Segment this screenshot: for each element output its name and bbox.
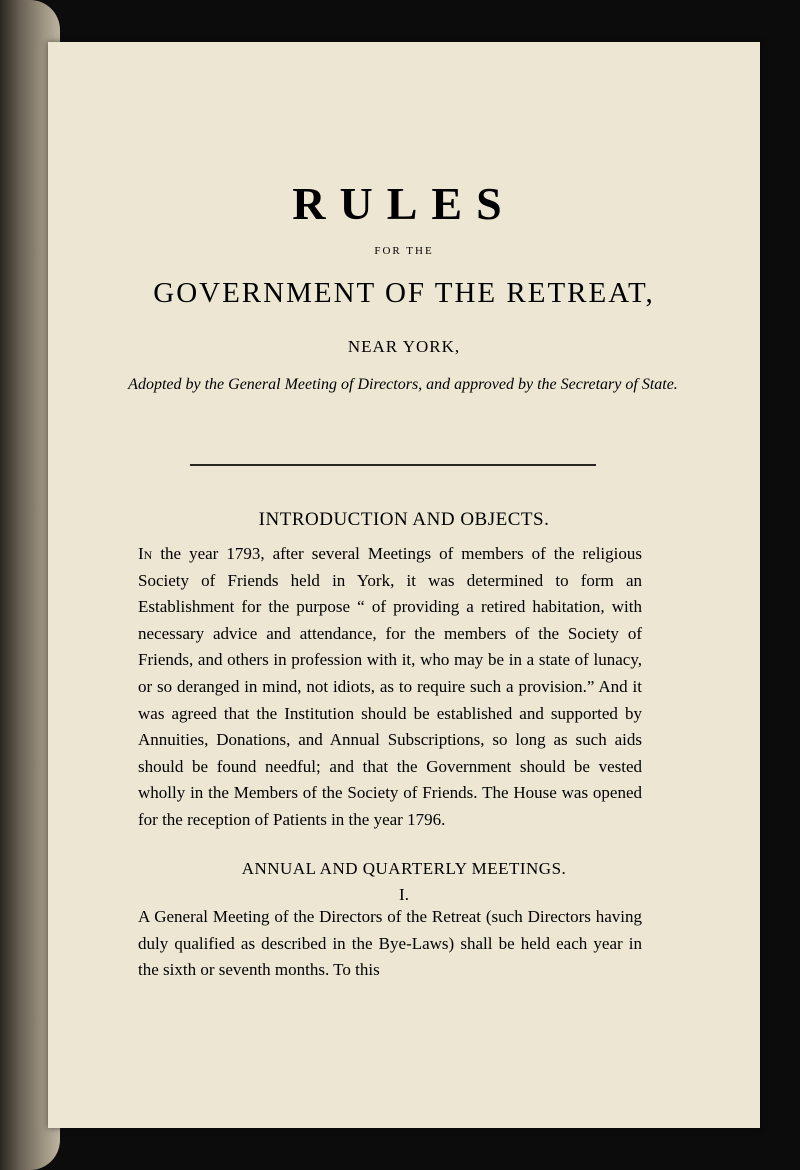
- divider-rule: [190, 464, 596, 466]
- rule-one-paragraph: A General Meeting of the Directors of the Retreat (such Directors having duly qualified as described in the Bye-Laws) shall be held each year in the sixth or seventh months. To this: [138, 907, 642, 980]
- main-heading: GOVERNMENT OF THE RETREAT,: [153, 277, 655, 309]
- adoption-note: Adopted by the General Meeting of Directors, and approved by the Secretary of State.: [128, 376, 678, 393]
- intro-drop-word: In: [138, 544, 153, 563]
- annual-heading: ANNUAL AND QUARTERLY MEETINGS.: [241, 859, 567, 878]
- subheading: NEAR YORK,: [347, 337, 461, 356]
- intro-body: the year 1793, after several Meetings of members of the religious Society of Friends held in York, it was determined to form an Establishment for the purpose “ of providing a retired habitation, with necessary advice and attendance, for the members of the Society of Friends, and others in profession with it, who may be in a state of lunacy, or so deranged in mind, not idiots, as to require such a provision.” And it was agreed that the Institution should be established and supported by Annuities, Donations, and Annual Subscriptions, so long as such aids should be found needful; and that the Government should be vested wholly in the Members of the Society of Friends. The House was opened for the reception of Patients in the year 1796.: [138, 544, 642, 829]
- rule-numeral: I.: [399, 885, 409, 904]
- intro-heading: INTRODUCTION AND OBJECTS.: [258, 509, 550, 530]
- for-the-label: FOR THE: [374, 245, 434, 257]
- page-title: RULES: [292, 178, 516, 229]
- intro-paragraph: [138, 541, 642, 834]
